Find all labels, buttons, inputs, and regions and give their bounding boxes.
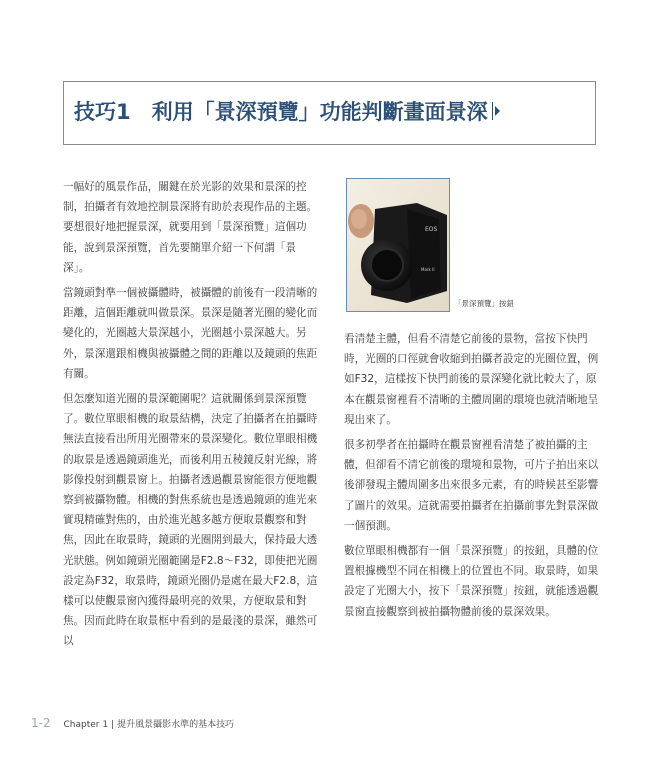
camera-grip xyxy=(407,209,441,299)
right-column xyxy=(344,329,602,627)
footer-divider: | xyxy=(111,720,115,730)
paragraph: 看清楚主體，但看不清楚它前後的景物，當按下快門時，光圈的口徑就會收縮到拍攝者設定的光圈位置，例如F32，這樣按下快門前後的景深變化就比較大了，原本在觀景窗裡看不清晰的主體周圍的環境也就清晰地呈現出來了。 xyxy=(344,333,599,426)
paragraph: 但怎麼知道光圈的景深範圍呢？這就關係到景深預覽了。數位單眼相機的取景結構，決定了拍攝者在拍攝時無法直接看出所用光圈帶來的景深變化。數位單眼相機的取景是透過鏡頭進光，而後利用五稜鏡反射光線，將影像投射到觀景窗上。拍攝者透過觀景窗能很方便地觀察到被攝物體。相機的對焦系統也是透過鏡頭的進光來實現精確對焦的，由於進光越多越方便取景觀察和對焦，因此在取景時，鏡頭的光圈開到最大，保持最大透光狀態。例如鏡頭光圈範圍是F2.8～F32，即使把光圈設定為F32，取景時，鏡頭光圈仍是處在最大F2.8，這樣可以使觀景窗內獲得最明亮的效果，方便取景和對焦。因而此時在取景框中看到的是最淺的景深，雖然可以 xyxy=(63,393,318,648)
page-title: 技巧1 利用「景深預覽」功能判斷畫面景深 xyxy=(74,100,488,124)
left-column xyxy=(63,177,321,657)
page-footer xyxy=(31,716,234,730)
photo-frame xyxy=(346,178,450,312)
paragraph: 一幅好的風景作品，關鍵在於光影的效果和景深的控制，拍攝者有效地控制景深將有助於表現作品的主題。要想很好地把握景深，就要用到「景深預覽」這個功能，說到景深預覽，首先要簡單介紹一下何謂「景深」。 xyxy=(63,181,318,274)
camera-model-label: Mark II xyxy=(421,267,435,272)
paragraph: 很多初學者在拍攝時在觀景窗裡看清楚了被拍攝的主體，但卻看不清它前後的環境和景物，可片子拍出來以後卻發現主體周圍多出來很多元素，有的時候甚至影響了圖片的效果。這就需要拍攝者在拍攝前事先對景深做一個預測。 xyxy=(344,439,599,532)
chapter-title: 提升風景攝影水準的基本技巧 xyxy=(117,720,235,730)
title-divider xyxy=(492,102,493,120)
camera-photo xyxy=(347,179,450,312)
chapter-label: Chapter 1 xyxy=(63,720,109,730)
title-box xyxy=(63,81,596,145)
paragraph: 當鏡頭對準一個被攝體時，被攝體的前後有一段清晰的距離，這個距離就叫做景深。景深是隨著光圈的變化而變化的，光圈越大景深越小，光圈越小景深越大。另外，景深還跟相機與被攝體之間的距離以及鏡頭的焦距有關。 xyxy=(63,287,318,380)
camera-brand-label: EOS xyxy=(425,226,438,233)
paragraph: 數位單眼相機都有一個「景深預覽」的按鈕，具體的位置根據機型不同在相機上的位置也不同。取景時，如果設定了光圈大小，按下「景深預覽」按鈕，就能透過觀景窗直接觀察到被拍攝物體前後的景深效果。 xyxy=(344,545,599,618)
photo-caption: 「景深預覽」按鈕 xyxy=(454,299,514,308)
arrow-right-icon xyxy=(495,106,500,116)
page-number: 1-2 xyxy=(31,716,51,730)
